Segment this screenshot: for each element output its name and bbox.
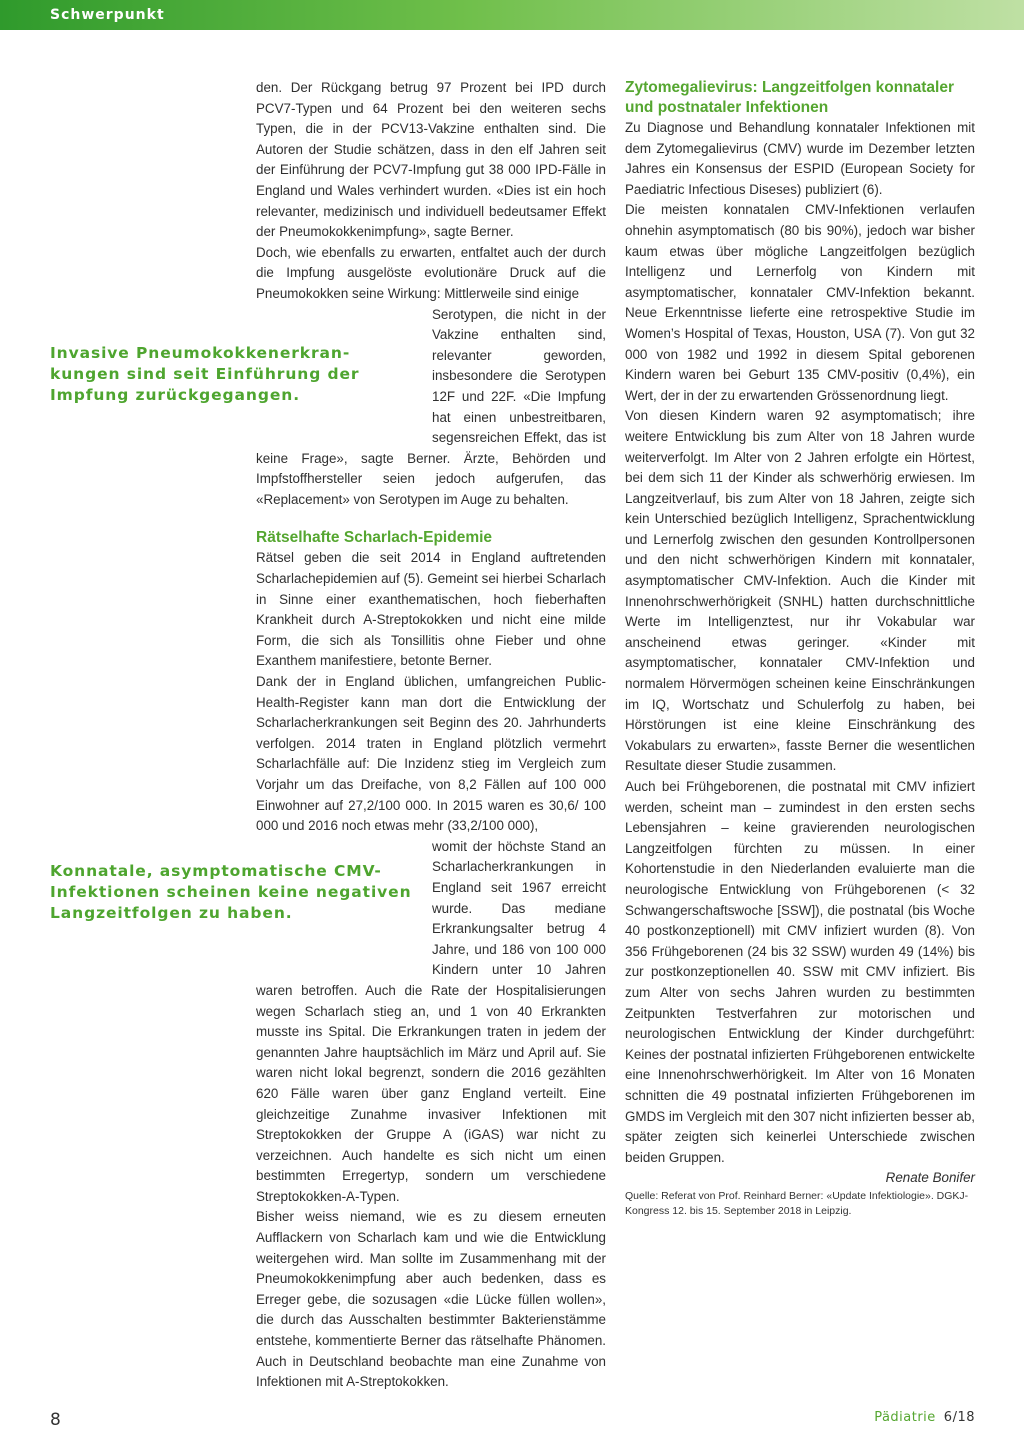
paragraph: Doch, wie ebenfalls zu erwarten, entfaltet auch der durch die Impfung ausgelöste evolutionäre Druck auf die Pneumokokken seine Wirkung: Mittlerweile sind einige <box>256 244 606 301</box>
pullquote-gap <box>256 305 432 449</box>
paragraph: Bisher weiss niemand, wie es zu diesem erneuten Aufflackern von Scharlach kam und wie die Entwicklung weitergehen wird. Man sollte im Zusammenhang mit der Pneumokokkenimpfung aber auch bedenken, dass es Erreger gebe, die sozusagen «die Lücke füllen wollen», die durch das Ausschalten bestimmter Bakterienstämme entstehe, kommentierte Berner das rätselhafte Phänomen. Auch in Deutschland beobachte man eine Zunahme von Infektionen mit A-Streptokokken. <box>256 1209 606 1390</box>
pullquote-pneumokokken: Invasive Pneumokokkenerkran- kungen sind seit Einführung der Impfung zurückgegangen. <box>50 344 360 404</box>
pullquote-cmv: Konnatale, asymptomatische CMV-Infektionen scheinen keine negativen Langzeitfolgen zu haben. <box>50 862 412 922</box>
paragraph: Serotypen, die nicht in der Vakzine enthalten sind, relevanter geworden, insbesondere die Serotypen 12F und 22F. «Die Impfung hat einen unbestreitbaren, segensreichen Effekt, das ist keine Frage», sagte Berner. Ärzte, Behörden und Impfstoffhersteller seien jedoch aufgerufen, das «Replacement» von Serotypen im Auge zu behalten. <box>256 306 606 507</box>
journal-name: Pädiatrie <box>874 1410 936 1425</box>
paragraph: Die meisten konnatalen CMV-Infektionen verlaufen ohnehin asymptomatisch (80 bis 90%), jedoch war bisher kaum etwas über mögliche Langzeitfolgen bezüglich Intelligenz und Lernerfolg von Kindern mit asymptomatischer, konnataler CMV-Infektion bekannt. Neue Erkenntnisse lieferte eine retrospektive Studie im Women’s Hospital of Texas, Houston, USA (7). Von gut 32 000 von 1982 und 1992 in diesem Spital geborenen Kindern waren bei Geburt 135 CMV-positiv (0,4%), ein Wert, der in der zu erwartenden Grössenordnung liegt. <box>625 202 975 403</box>
section-heading-scharlach: Rätselhafte Scharlach-Epidemie <box>256 529 493 547</box>
paragraph: den. Der Rückgang betrug 97 Prozent bei IPD durch PCV7-Typen und 64 Prozent bei den weiteren sechs Typen, die in der PCV13-Vakzine enthalten sind. Die Autoren der Studie schätzen, dass in den elf Jahren seit der Einführung der PCV7-Impfung gut 38 000 IPD-Fälle in England und Wales verhindert wurden. «Dies ist ein hoch relevanter, medizinisch und individuell bedeutsamer Effekt der Pneumokokkenimpfung», sagte Berner. <box>256 80 606 240</box>
paragraph: Zu Diagnose und Behandlung konnataler Infektionen mit dem Zytomegalievirus (CMV) wurde im Dezember letzten Jahres ein Konsensus der ESPID (European Society for Paediatric Infectious Diseses) publiziert (6). <box>625 120 975 197</box>
paragraph: Von diesen Kindern waren 92 asymptomatisch; ihre weitere Entwicklung bis zum Alter von 18 Jahren wurde weiterverfolgt. Im Alter von 2 Jahren erfolgte ein Hörtest, bei dem sich 11 der Kinder als schwerhörig erwiesen. Im Langzeitverlauf, bis zum Alter von 18 Jahren, zeigte sich kein Unterschied bezüglich Intelligenz, Sprachentwicklung und Lernerfolg zwischen den gesunden Kontrollpersonen und den nicht schwerhörigen Kindern mit konnataler, asymptomatischer CMV-Infektion. Auch die Kinder mit Innenohrschwerhörigkeit (SNHL) hatten durchschnittliche Werte im Intelligenztest, nur ihr Vokabular war anscheinend etwas geringer. «Kinder mit asymptomatischer, konnataler CMV-Infektion und normalem Hörvermögen scheinen keine Einschränkungen im IQ, Wortschatz und Schulerfolg zu haben, bei Hörstörungen ist eine kleine Einschränkung des Vokabulars zu erwarten», fasste Berner die wesentlichen Resultate dieser Studie zusammen. <box>625 408 975 774</box>
author-name: Renate Bonifer <box>885 1170 975 1186</box>
pullquote-gap <box>256 837 432 961</box>
paragraph: Rätsel geben die seit 2014 in England auftretenden Scharlachepidemien auf (5). Gemeint sei hierbei Scharlach in Sinne einer exanthematischen, hoch fieberhaften Krankheit durch A-Streptokokken und nicht eine milde Form, die sich als Tonsillitis ohne Fieber und ohne Exanthem manifestiere, betonte Berner. <box>256 550 606 669</box>
section-header-bar <box>0 0 1024 30</box>
paragraph: Auch bei Frühgeborenen, die postnatal mit CMV infiziert werden, scheint man – zumindest in den ersten sechs Lebensjahren – keine gravierenden neurologischen Langzeitfolgen fürchten zu müssen. In einer Kohortenstudie in den Niederlanden evaluierte man die neurologische Entwicklung von Frühgeborenen (< 32 Schwangerschaftswoche [SSW]), die postnatal (bis Woche 40 postkonzeptionell) mit CMV infiziert wurden (8). Von 356 Frühgeborenen (24 bis 32 SSW) wurden 49 (14%) bis zur postkonzeptionellen 40. SSW mit CMV infiziert. Bis zum Alter von sechs Jahren wurden zu bestimmten Zeitpunkten Testverfahren zur motorischen und neurologischen Entwicklung der Kinder durchgeführt: Keines der postnatal infizierten Frühgeborenen entwickelte eine Innenohrschwerhörigkeit. Im Alter von 16 Monaten schnitten die 49 postnatal infizierten Frühgeborenen im GMDS im Vergleich mit den 307 nicht infizierten besser ab, später zeigten sich keinerlei Unterschiede zwischen beiden Gruppen. <box>625 779 975 1165</box>
section-label: Schwerpunkt <box>50 7 165 23</box>
paragraph: Dank der in England üblichen, umfangreichen Public-Health-Register kann man dort die Entwicklung der Scharlacherkrankungen seit Beginn des 20. Jahrhunderts verfolgen. 2014 traten in England plötzlich vermehrt Scharlachfälle auf: Die Inzidenz stieg im Vergleich zum Vorjahr um das Dreifache, von 8,2 Fällen auf 100 000 Einwohner auf 27,2/100 000. In 2015 waren es 30,6/ 100 000 und 2016 noch etwas mehr (33,2/100 000), <box>256 674 606 834</box>
issue-number: 6/18 <box>943 1410 975 1425</box>
footer-publication <box>874 1410 975 1425</box>
article-column-right <box>625 78 975 1219</box>
source-note: Quelle: Referat von Prof. Reinhard Berner: «Update Infektiologie». DGKJ-Kongress 12. bis 15. September 2018 in Leipzig. <box>625 1189 969 1217</box>
article-column-middle <box>256 78 606 1393</box>
page-number: 8 <box>50 1410 61 1430</box>
paragraph: womit der höchste Stand an Scharlacherkrankungen in England seit 1967 erreicht wurde. Das mediane Erkrankungsalter betrug 4 Jahre, und 186 von 100 000 Kindern unter 10 Jahren waren betroffen. Auch die Rate der Hospitalisierungen wegen Scharlach stieg an, und 1 von 40 Erkrankten musste ins Spital. Die Erkrankungen traten in jedem der genannten Jahre hauptsächlich im März und April auf. Sie waren nicht lokal begrenzt, sondern die 2016 gezählten 620 Fälle waren über ganz England verteilt. Eine gleichzeitige Zunahme invasiver Infektionen mit Streptokokken der Gruppe A (iGAS) war nicht zu verzeichnen. Auch handelte es sich nicht um einen bestimmten Erregertyp, sondern um verschiedene Streptokokken-A-Typen. <box>256 838 606 1204</box>
section-heading-cmv: Zytomegalievirus: Langzeitfolgen konnataler und postnataler Infektionen <box>625 79 955 116</box>
